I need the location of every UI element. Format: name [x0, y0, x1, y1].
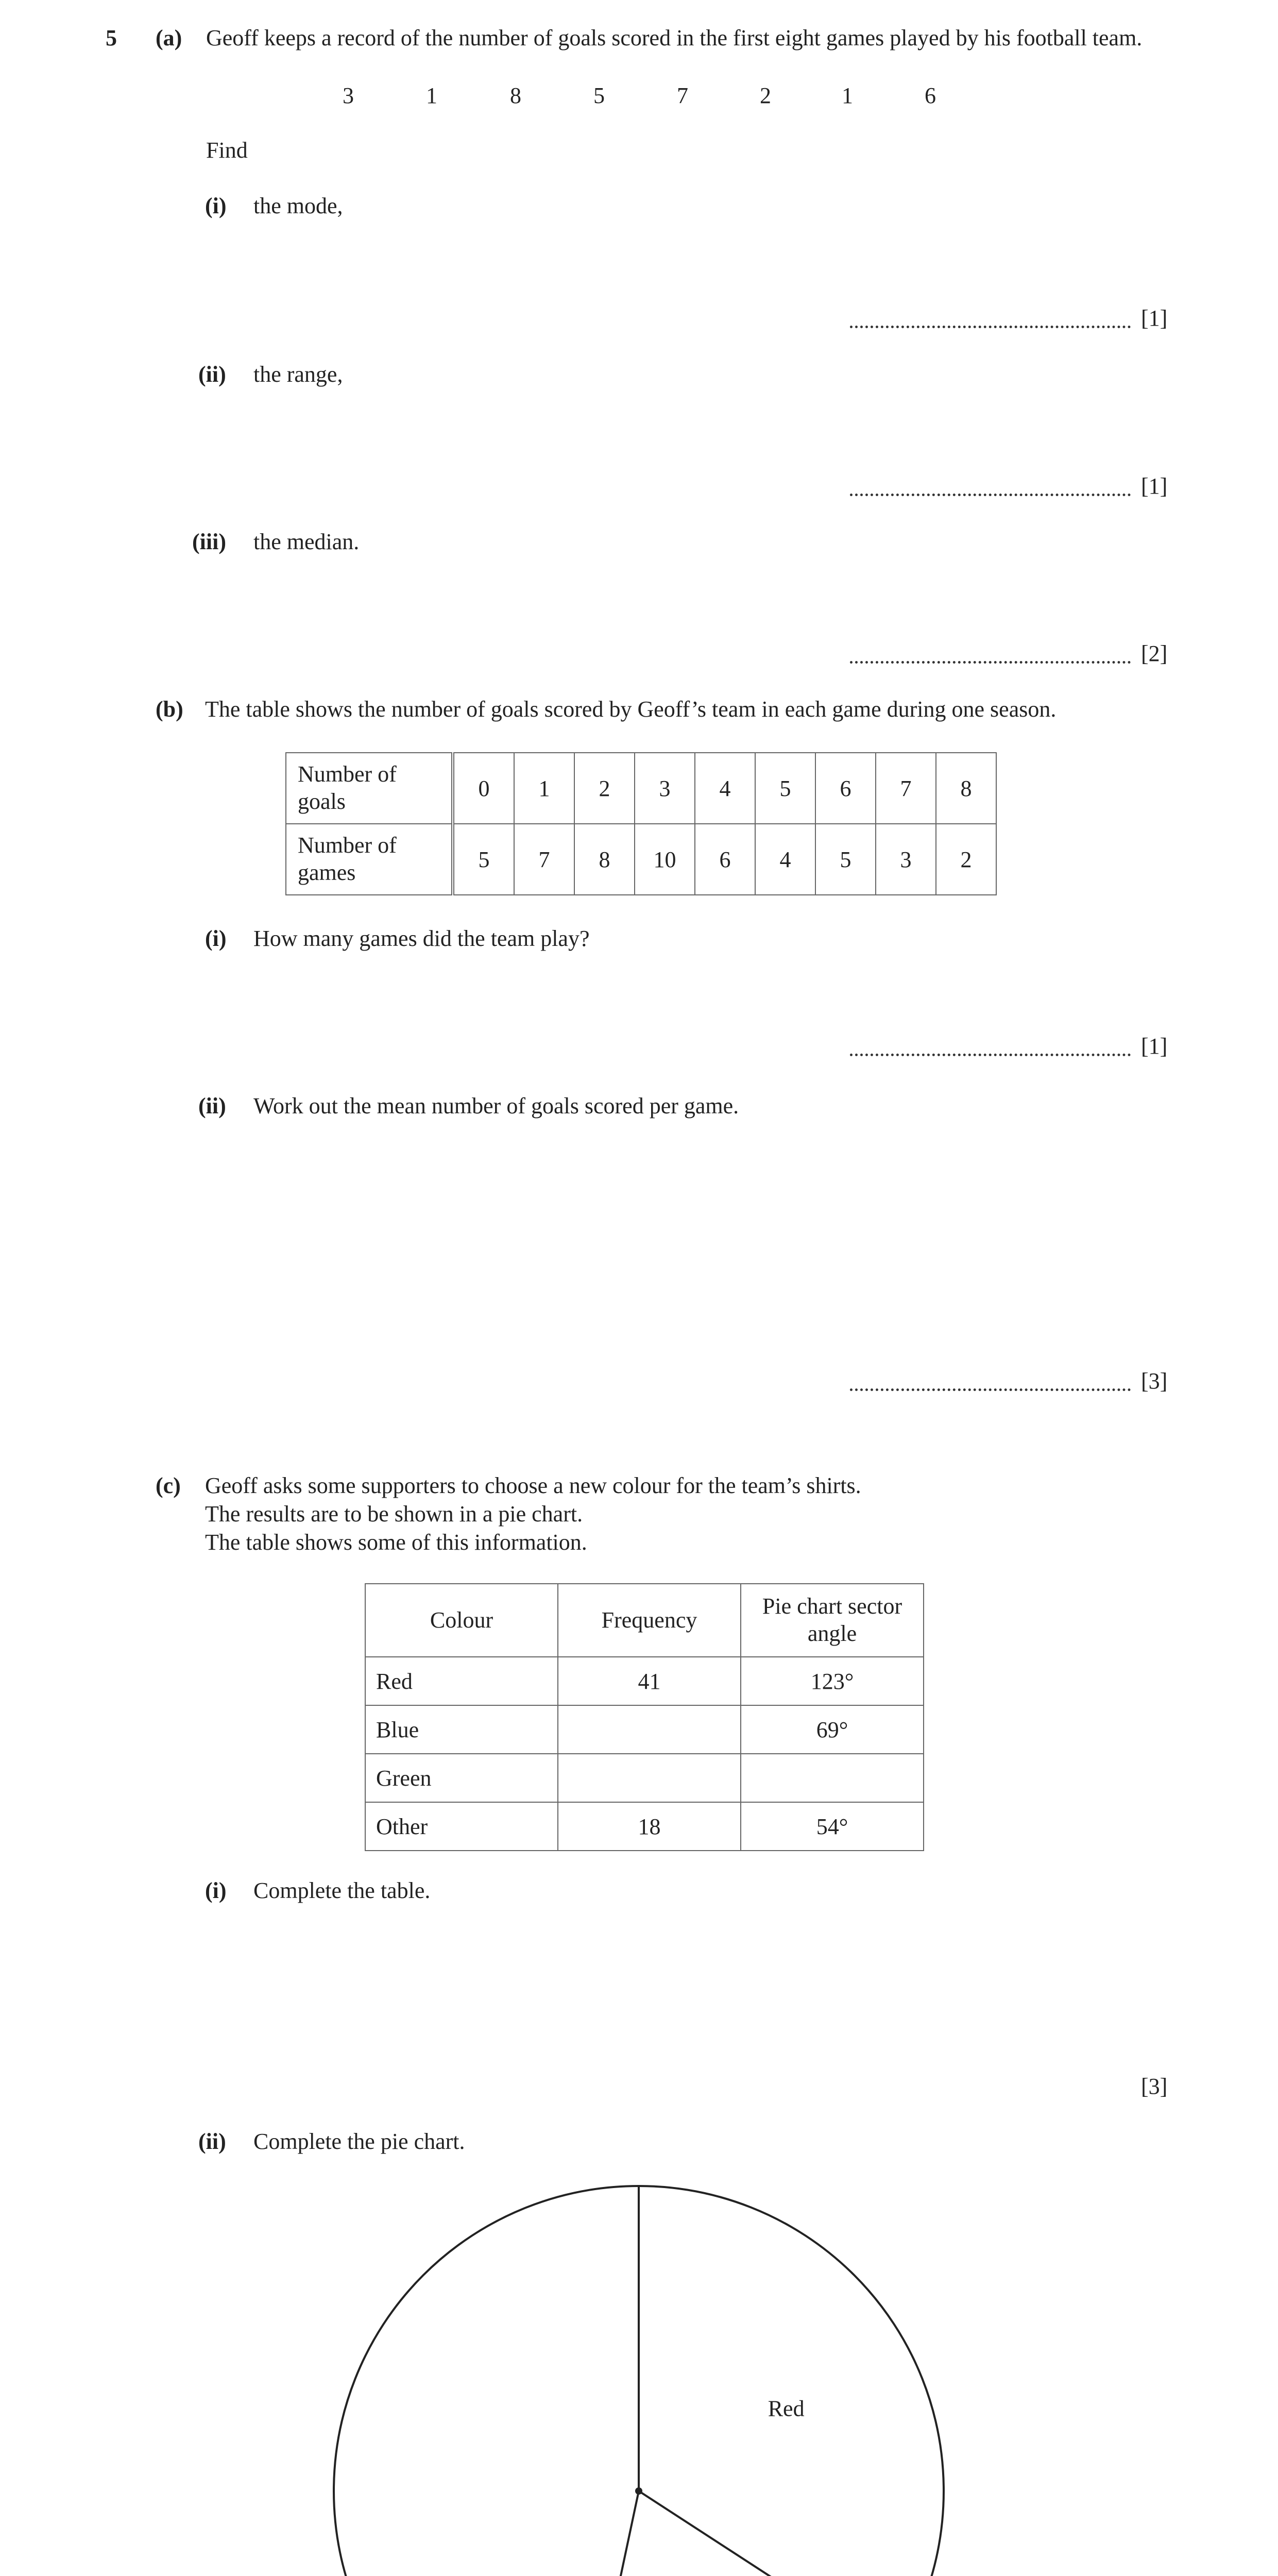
table-cell: 5 [755, 753, 815, 824]
goals-frequency-table [285, 752, 997, 895]
column-header: Pie chart sector angle [741, 1584, 924, 1657]
part-a-stem: Geoff keeps a record of the number of goals scored in the first eight games played by his football team. [206, 25, 1143, 50]
part-c-line: The table shows some of this information. [205, 1530, 587, 1555]
frequency-cell: 18 [558, 1802, 741, 1851]
table-cell: 10 [635, 824, 695, 895]
table-cell: 8 [936, 753, 996, 824]
pie-radius-line [575, 2491, 639, 2576]
answer-line[interactable] [850, 1054, 1131, 1056]
colour-cell: Other [365, 1802, 558, 1851]
question-text: Complete the pie chart. [253, 2129, 465, 2154]
sub-label: (iii) [192, 529, 226, 554]
sub-label: (i) [205, 926, 227, 951]
table-row [365, 1657, 924, 1705]
colour-cell: Green [365, 1754, 558, 1802]
question-text: the range, [253, 362, 343, 387]
column-header: Frequency [558, 1584, 741, 1657]
goal-value: 1 [842, 83, 853, 108]
table-cell: 8 [574, 824, 635, 895]
sub-label: (i) [205, 193, 227, 218]
angle-cell: 69° [741, 1705, 924, 1754]
answer-line[interactable] [850, 661, 1131, 664]
table-row [286, 824, 996, 895]
table-cell: 2 [574, 753, 635, 824]
part-c-line: Geoff asks some supporters to choose a new colour for the team’s shirts. [205, 1473, 861, 1498]
mark-allocation: [1] [1141, 1033, 1168, 1059]
sub-label: (i) [205, 1878, 227, 1903]
table-cell: 6 [695, 824, 755, 895]
goal-value: 3 [343, 83, 354, 108]
table-header-row [365, 1584, 924, 1657]
pie-centre [635, 2487, 642, 2495]
table-cell: 2 [936, 824, 996, 895]
part-b-stem: The table shows the number of goals scored by Geoff’s team in each game during one season. [205, 697, 1057, 722]
angle-cell[interactable] [741, 1754, 924, 1802]
question-text: Complete the table. [253, 1878, 431, 1903]
question-number: 5 [106, 25, 117, 50]
goal-value: 6 [925, 83, 936, 108]
part-b-label: (b) [156, 697, 183, 722]
table-cell: 7 [514, 824, 574, 895]
row-header: Number of games [286, 824, 453, 895]
table-cell: 1 [514, 753, 574, 824]
table-cell: 3 [876, 824, 936, 895]
colour-table [365, 1583, 924, 1851]
table-cell: 3 [635, 753, 695, 824]
answer-line[interactable] [850, 326, 1131, 328]
answer-line[interactable] [850, 1388, 1131, 1391]
column-header: Colour [365, 1584, 558, 1657]
angle-cell: 123° [741, 1657, 924, 1705]
table-cell: 4 [695, 753, 755, 824]
goal-value: 2 [760, 83, 771, 108]
part-c-line: The results are to be shown in a pie chart. [205, 1501, 583, 1527]
mark-allocation: [1] [1141, 473, 1168, 499]
table-cell: 4 [755, 824, 815, 895]
frequency-cell[interactable] [558, 1705, 741, 1754]
question-text: the mode, [253, 193, 343, 218]
goal-value: 8 [510, 83, 521, 108]
goal-value: 5 [593, 83, 605, 108]
table-row [286, 753, 996, 824]
mark-allocation: [3] [1141, 1368, 1168, 1394]
mark-allocation: [2] [1141, 641, 1168, 666]
sub-label: (ii) [198, 1093, 226, 1118]
table-cell: 5 [453, 824, 514, 895]
table-row [365, 1754, 924, 1802]
part-a-label: (a) [156, 25, 182, 50]
table-cell: 0 [453, 753, 514, 824]
pie-chart[interactable] [330, 2182, 948, 2576]
angle-cell: 54° [741, 1802, 924, 1851]
goal-value: 1 [426, 83, 437, 108]
frequency-cell[interactable] [558, 1754, 741, 1802]
colour-cell: Blue [365, 1705, 558, 1754]
frequency-cell: 41 [558, 1657, 741, 1705]
question-text: Work out the mean number of goals scored per game. [253, 1093, 739, 1118]
mark-allocation: [3] [1141, 2074, 1168, 2099]
table-cell: 6 [815, 753, 876, 824]
table-cell: 5 [815, 824, 876, 895]
table-row [365, 1802, 924, 1851]
answer-line[interactable] [850, 494, 1131, 496]
question-text: How many games did the team play? [253, 926, 590, 951]
part-c-label: (c) [156, 1473, 181, 1498]
sub-label: (ii) [198, 362, 226, 387]
table-row [365, 1705, 924, 1754]
pie-slice-label: Red [768, 2396, 805, 2421]
table-cell: 7 [876, 753, 936, 824]
question-text: the median. [253, 529, 360, 554]
sub-label: (ii) [198, 2129, 226, 2154]
mark-allocation: [1] [1141, 306, 1168, 331]
colour-cell: Red [365, 1657, 558, 1705]
row-header: Number of goals [286, 753, 453, 824]
pie-radius-line [639, 2491, 894, 2576]
goal-value: 7 [677, 83, 688, 108]
find-text: Find [206, 138, 248, 163]
